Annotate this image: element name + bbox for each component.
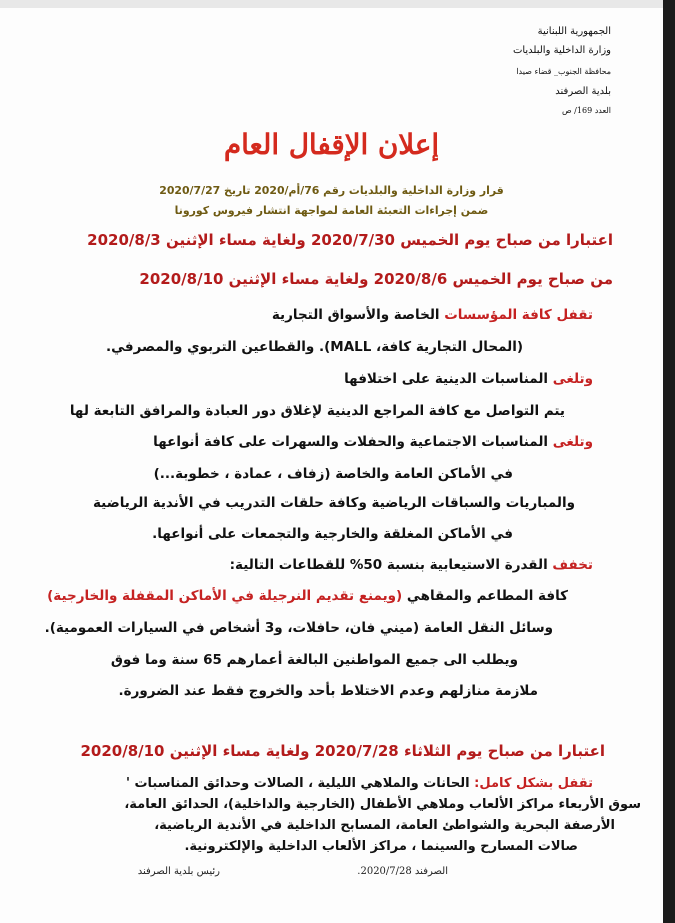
section2-line4: صالات المسارح والسينما ، مراكز الألعاب الداخلية والإلكترونية.	[184, 839, 578, 854]
section2-line2: سوق الأربعاء مراكز الألعاب وملاهي الأطفال (الخارجية والداخلية)، الحدائق العامة،	[124, 797, 641, 812]
footer-place-date: الصرفند 2020/7/28.	[357, 866, 448, 877]
page-title: إعلان الإقفال العام	[223, 128, 440, 161]
section1-line8: في الأماكن المغلقة والخارجية والتجمعات على أنواعها.	[152, 526, 513, 542]
section1-line9-highlight: تخفف	[552, 557, 593, 573]
section1-line3-highlight: وتلغى	[552, 371, 593, 387]
section1-line10	[47, 588, 568, 604]
header-number: العدد 169/ ص	[561, 106, 611, 115]
section1-line10-text: كافة المطاعم والمقاهي	[402, 588, 568, 604]
section1-line2: (المحال التجارية كافة، MALL). والقطاعين التربوي والمصرفي.	[105, 339, 523, 355]
section1-line5-highlight: وتلغى	[552, 434, 593, 450]
section1-line1-text: الخاصة والأسواق التجارية	[271, 307, 445, 323]
period-one: اعتبارا من صباح يوم الخميس 2020/7/30 ولغاية مساء الإثنين 2020/8/3	[87, 231, 613, 249]
section1-line5-text: المناسبات الاجتماعية والحفلات والسهرات على كافة أنواعها	[153, 434, 553, 450]
section1-line1-highlight: تقفل كافة المؤسسات	[444, 307, 593, 323]
section2-line1	[126, 776, 593, 791]
section1-line10-highlight: (ويمنع تقديم النرجيلة في الأماكن المقفلة والخارجية)	[47, 588, 403, 604]
section1-line3-text: المناسبات الدينية على اختلافها	[344, 371, 553, 387]
paper-fold	[0, 0, 663, 8]
footer-signature: رئيس بلدية الصرفند	[137, 866, 220, 877]
decision-reference: قرار وزارة الداخلية والبلديات رقم 76/أم/2020 تاريخ 2020/7/27	[159, 184, 504, 197]
section2-line1-highlight: تقفل بشكل كامل:	[474, 776, 593, 791]
header-governorate: محافظة الجنوب_ قضاء صيدا	[516, 67, 611, 76]
section1-line11: وسائل النقل العامة (ميني فان، حافلات، و3 أشخاص في السيارات العمومية).	[44, 620, 553, 636]
section1-line12: ويطلب الى جميع المواطنين البالغة أعمارهم 65 سنة وما فوق	[110, 652, 518, 668]
section1-line5	[153, 434, 593, 450]
section1-line6: في الأماكن العامة والخاصة (زفاف ، عمادة ، خطوبة...)	[153, 466, 513, 482]
section1-line9-text: القدرة الاستيعابية بنسبة 50% للقطاعات التالية:	[229, 557, 553, 573]
decision-scope: ضمن إجراءات التعبئة العامة لمواجهة انتشار فيروس كورونا	[174, 204, 489, 217]
period-two: من صباح يوم الخميس 2020/8/6 ولغاية مساء الإثنين 2020/8/10	[139, 270, 613, 288]
section2-line3: الأرصفة البحرية والشواطئ العامة، المسابح الداخلية في الأندية الرياضية،	[154, 818, 615, 833]
header-municipality: بلدية الصرفند	[555, 86, 611, 97]
photo-edge	[663, 0, 675, 923]
section1-line13: ملازمة منازلهم وعدم الاختلاط بأحد والخروج فقط عند الضرورة.	[118, 683, 538, 699]
section1-line7: والمباريات والسباقات الرياضية وكافة حلقات التدريب في الأندية الرياضية	[93, 495, 575, 511]
period-three: اعتبارا من صباح يوم الثلاثاء 2020/7/28 ولغاية مساء الإثنين 2020/8/10	[80, 742, 605, 760]
section1-line1	[272, 307, 593, 323]
header-republic: الجمهورية اللبنانية	[537, 26, 611, 37]
section1-line3	[344, 371, 593, 387]
header-ministry: وزارة الداخلية والبلديات	[512, 45, 611, 56]
section2-line1-text: الحانات والملاهي الليلية ، الصالات وحدائق المناسبات '	[125, 776, 475, 791]
section1-line9	[230, 557, 593, 573]
section1-line4: يتم التواصل مع كافة المراجع الدينية لإغلاق دور العبادة والمرافق التابعة لها	[69, 403, 565, 419]
